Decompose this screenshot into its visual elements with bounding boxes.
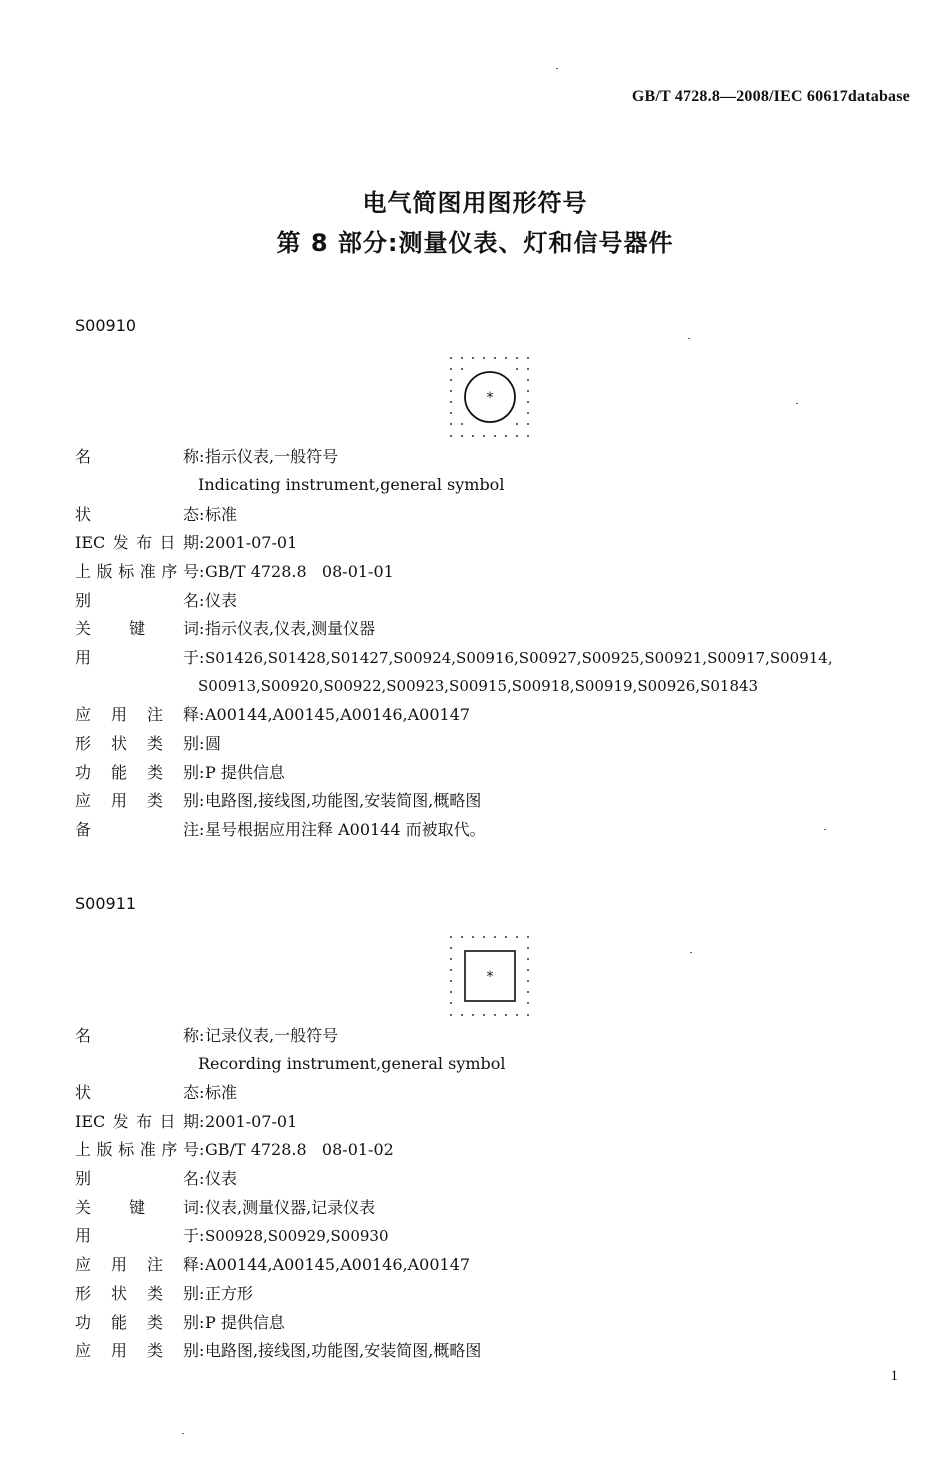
field-used-in: 用于:S00928,S00929,S00930 — [75, 1226, 389, 1245]
field-name: 名称:指示仪表,一般符号 — [75, 447, 339, 466]
field-remark: 备注:星号根据应用注释 A00144 而被取代。 — [75, 820, 486, 839]
field-status: 状态:标准 — [75, 505, 238, 524]
field-used-in-cont: S00913,S00920,S00922,S00923,S00915,S00918,S00919,S00926,S01843 — [198, 677, 759, 695]
field-prev-standard: 上版标准序号:GB/T 4728.8 08-01-02 — [75, 1140, 394, 1159]
field-function-category: 功能类别:P 提供信息 — [75, 1313, 285, 1332]
recording-instrument-symbol — [447, 933, 533, 1019]
scan-speck — [796, 403, 798, 404]
page-title-line1: 电气简图用图形符号 — [362, 189, 588, 217]
field-alias: 别名:仪表 — [75, 1169, 238, 1188]
indicating-instrument-symbol — [447, 354, 533, 440]
scan-speck — [182, 1433, 184, 1434]
field-iec-date: IEC发布日期:2001-07-01 — [75, 533, 298, 552]
field-name-en: Recording instrument,general symbol — [198, 1054, 506, 1073]
field-status: 状态:标准 — [75, 1083, 238, 1102]
standard-code: GB/T 4728.8—2008/IEC 60617database — [631, 88, 910, 105]
symbol-asterisk: * — [486, 390, 494, 406]
field-prev-standard: 上版标准序号:GB/T 4728.8 08-01-01 — [75, 562, 394, 581]
field-shape-category: 形状类别:正方形 — [75, 1284, 254, 1303]
scan-speck — [556, 68, 558, 69]
field-iec-date: IEC发布日期:2001-07-01 — [75, 1112, 298, 1131]
scan-speck — [688, 338, 690, 339]
symbol-circle-icon — [447, 354, 533, 440]
entry-id: S00910 — [75, 316, 137, 335]
field-keywords: 关键词:指示仪表,仪表,测量仪器 — [75, 619, 376, 638]
field-keywords: 关键词:仪表,测量仪器,记录仪表 — [75, 1198, 376, 1217]
symbol-asterisk: * — [486, 969, 494, 985]
field-app-category: 应用类别:电路图,接线图,功能图,安装简图,概略图 — [75, 791, 482, 810]
scan-speck — [824, 829, 826, 830]
field-function-category: 功能类别:P 提供信息 — [75, 763, 285, 782]
field-shape-category: 形状类别:圆 — [75, 734, 222, 753]
symbol-square-icon — [447, 933, 533, 1019]
field-name: 名称:记录仪表,一般符号 — [75, 1026, 339, 1045]
field-used-in: 用于:S01426,S01428,S01427,S00924,S00916,S00927,S00925,S00921,S00917,S00914, — [75, 648, 833, 667]
entry-id: S00911 — [75, 894, 137, 913]
field-app-note: 应用注释:A00144,A00145,A00146,A00147 — [75, 1255, 471, 1274]
field-app-note: 应用注释:A00144,A00145,A00146,A00147 — [75, 705, 471, 724]
field-alias: 别名:仪表 — [75, 591, 238, 610]
page-number: 1 — [890, 1368, 898, 1384]
scan-speck — [690, 952, 692, 953]
page-title-line2: 第 8 部分:测量仪表、灯和信号器件 — [276, 229, 674, 257]
field-app-category: 应用类别:电路图,接线图,功能图,安装简图,概略图 — [75, 1341, 482, 1360]
field-name-en: Indicating instrument,general symbol — [198, 475, 505, 494]
